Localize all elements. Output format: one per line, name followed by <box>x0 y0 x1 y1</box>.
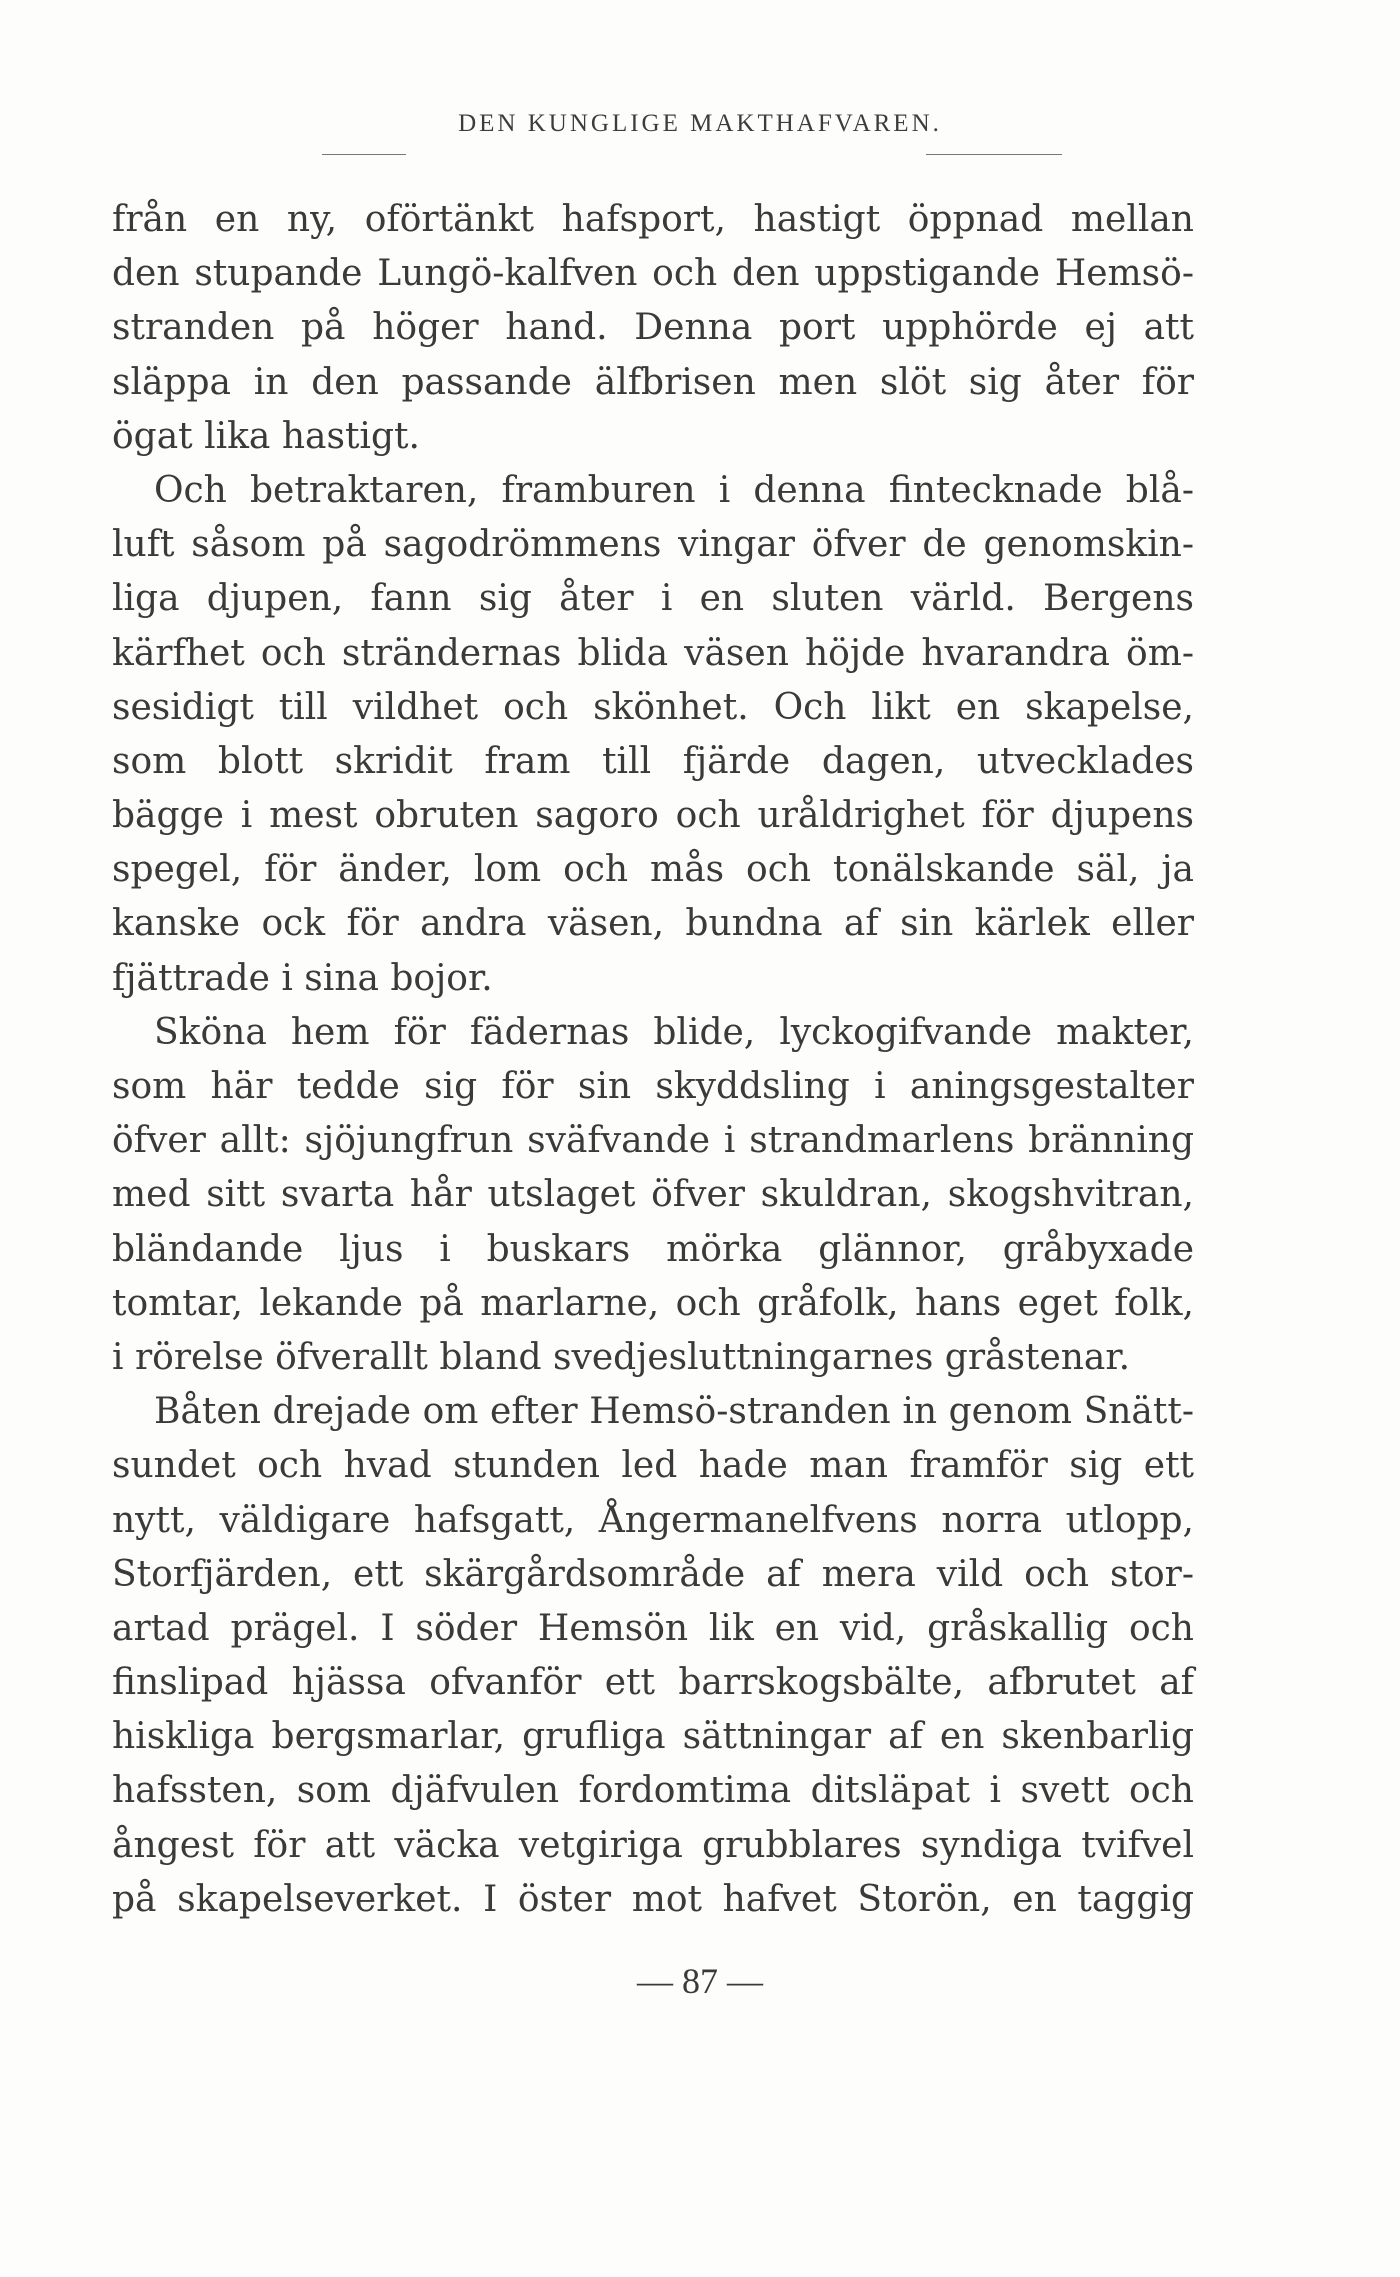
text-line: från en ny, oförtänkt hafsport, hastigt öppnad mellan <box>112 199 1194 240</box>
text-line: öfver allt: sjöjungfrun sväfvande i strandmarlens bränning <box>112 1120 1194 1162</box>
text-line: sesidigt till vildhet och skönhet. Och likt en skapelse, <box>112 686 1194 728</box>
header-rule-right <box>926 154 1062 155</box>
text-line: ångest för att väcka vetgiriga grubblares syndiga tvifvel <box>112 1824 1194 1866</box>
text-line: Och betraktaren, framburen i denna fintecknade blå- <box>154 469 1194 511</box>
text-line: spegel, för änder, lom och mås och tonälskande säl, ja <box>112 849 1194 891</box>
text-line: som blott skridit fram till fjärde dagen, utvecklades <box>112 740 1194 782</box>
text-line: tomtar, lekande på marlarne, och gråfolk, hans eget folk, <box>112 1282 1194 1324</box>
text-line: finslipad hjässa ofvanför ett barrskogsbälte, afbrutet af <box>112 1662 1194 1704</box>
text-line: på skapelseverket. I öster mot hafvet Storön, en taggig <box>112 1878 1194 1920</box>
text-line: släppa in den passande älfbrisen men slöt sig åter för <box>112 361 1194 403</box>
text-line: kanske ock för andra väsen, bundna af sin kärlek eller <box>112 903 1194 945</box>
text-line: kärfhet och strändernas blida väsen höjde hvarandra öm- <box>112 632 1194 674</box>
text-line: Sköna hem för fädernas blide, lyckogifvande makter, <box>154 1011 1194 1053</box>
text-line: hafssten, som djäfvulen fordomtima ditsläpat i svett och <box>112 1770 1194 1812</box>
text-line: artad prägel. I söder Hemsön lik en vid, gråskallig och <box>112 1607 1194 1649</box>
text-line: hiskliga bergsmarlar, grufliga sättningar af en skenbarlig <box>112 1716 1194 1758</box>
running-title: DEN KUNGLIGE MAKTHAFVAREN. <box>458 110 942 137</box>
page-number: — 87 — <box>637 1961 763 2001</box>
header-rule-left <box>322 154 406 155</box>
body-text <box>112 193 1194 1927</box>
text-line: bägge i mest obruten sagoro och uråldrighet för djupens <box>112 795 1194 837</box>
text-line: ögat lika hastigt. <box>112 415 420 457</box>
text-line: nytt, väldigare hafsgatt, Ångermanelfvens norra utlopp, <box>112 1499 1194 1541</box>
text-line: sundet och hvad stunden led hade man framför sig ett <box>112 1445 1194 1487</box>
text-line: liga djupen, fann sig åter i en sluten värld. Bergens <box>112 578 1194 620</box>
text-line: fjättrade i sina bojor. <box>112 957 493 999</box>
text-line: som här tedde sig för sin skyddsling i aningsgestalter <box>112 1066 1194 1107</box>
text-line: med sitt svarta hår utslaget öfver skuldran, skogshvitran, <box>112 1174 1194 1216</box>
text-line: bländande ljus i buskars mörka glännor, gråbyxade <box>112 1228 1194 1270</box>
text-line: Storfjärden, ett skärgårdsområde af mera vild och stor- <box>112 1553 1194 1595</box>
text-line: stranden på höger hand. Denna port upphörde ej att <box>112 307 1194 349</box>
text-line: i rörelse öfverallt bland svedjesluttningarnes gråstenar. <box>112 1336 1131 1378</box>
text-line: luft såsom på sagodrömmens vingar öfver de genomskin- <box>112 524 1194 566</box>
text-line: den stupande Lungö-kalfven och den uppstigande Hemsö- <box>112 253 1194 295</box>
text-line: Båten drejade om efter Hemsö-stranden in genom Snätt- <box>154 1391 1194 1433</box>
